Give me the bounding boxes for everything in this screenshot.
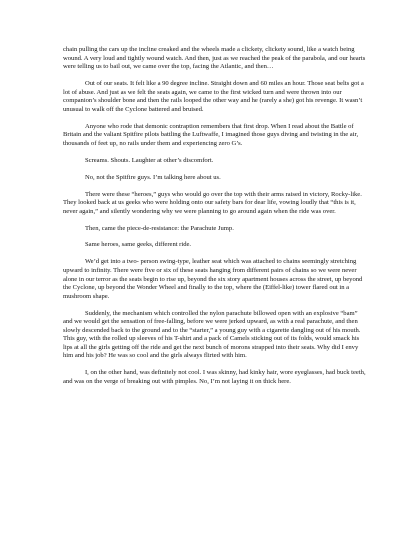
document-page bbox=[63, 46, 367, 395]
paragraph-9: We’d get into a two- person swing-type, leather seat which was attached to chains seemingly stretching upward to infinity. There were five or six of these seats hanging from different pairs of chains so we were never alone in our terror as the seats begin to rise up, beyond the six story apartment houses across the street, up beyond the Cyclone, up beyond the Wonder Wheel and finally to the top, where the (Eiffel-like) tower flared out in a mushroom shape. bbox=[63, 258, 363, 300]
paragraph-10: Suddenly, the mechanism which controlled the nylon parachute billowed open with an explosive “bam” and we would get the sensation of free-falling, before we were jerked upward, as with a real parachute, and then slowly descended back to the ground and to the “starter,” a young guy with a cigarette dangling out of his mouth. This guy, with the rolled up sleeves of his T-shirt and a pack of Camels sticking out of its folds, would smack his lips at all the girls getting off the ride and get the next bunch of morons strapped into their seats. Why did I envy him and his job? He was so cool and the girls always flirted with him. bbox=[63, 309, 361, 360]
paragraph-5: No, not the Spitfire guys. I’m talking here about us. bbox=[85, 173, 221, 181]
paragraph-11: I, on the other hand, was definitely not cool. I was skinny, had kinky hair, wore eyeglasses, had buck teeth, and was on the verge of breaking out with pimples. No, I’m not laying it on thick here. bbox=[63, 369, 366, 385]
paragraph-8: Same heroes, same geeks, different ride. bbox=[85, 241, 192, 249]
paragraph-1: chain pulling the cars up the incline creaked and the wheels made a clickety, clickety sound, like a watch being wound. A very loud and tightly wound watch. And then, just as we reached the peak of the parabola, and our hearts were telling us to bail out, we came over the top, facing the Atlantic, and then… bbox=[63, 46, 366, 71]
paragraph-7: Then, came the piece-de-resistance: the Parachute Jump. bbox=[85, 224, 234, 232]
paragraph-3: Anyone who rode that demonic contraption remembers that first drop. When I read about the Battle of Britain and the valiant Spitfire pilots battling the Luftwaffe, I imagined those guys diving and twisting in the air, thousands of feet up, no rails under them and experiencing zero G’s. bbox=[63, 122, 359, 147]
paragraph-2: Out of our seats. It felt like a 90 degree incline. Straight down and 60 miles an hour. Those seat belts got a lot of abuse. And just as we felt the seats again, we came to the first wicked turn and were thrown into our companion’s shoulder bone and then the rails looped the other way and he (rarely a she) got his revenge. It wasn’t unusual to walk off the Cyclone battered and bruised. bbox=[63, 80, 364, 113]
paragraph-4: Screams. Shouts. Laughter at other’s discomfort. bbox=[85, 156, 214, 164]
paragraph-6: There were these “heroes,” guys who would go over the top with their arms raised in victory, Rocky-like. They looked back at us geeks who were holding onto our safety bars for dear life, vowing loudly that “this is it, never again,” and silently wondering why we were planning to go around again when the ride was over. bbox=[63, 190, 362, 215]
